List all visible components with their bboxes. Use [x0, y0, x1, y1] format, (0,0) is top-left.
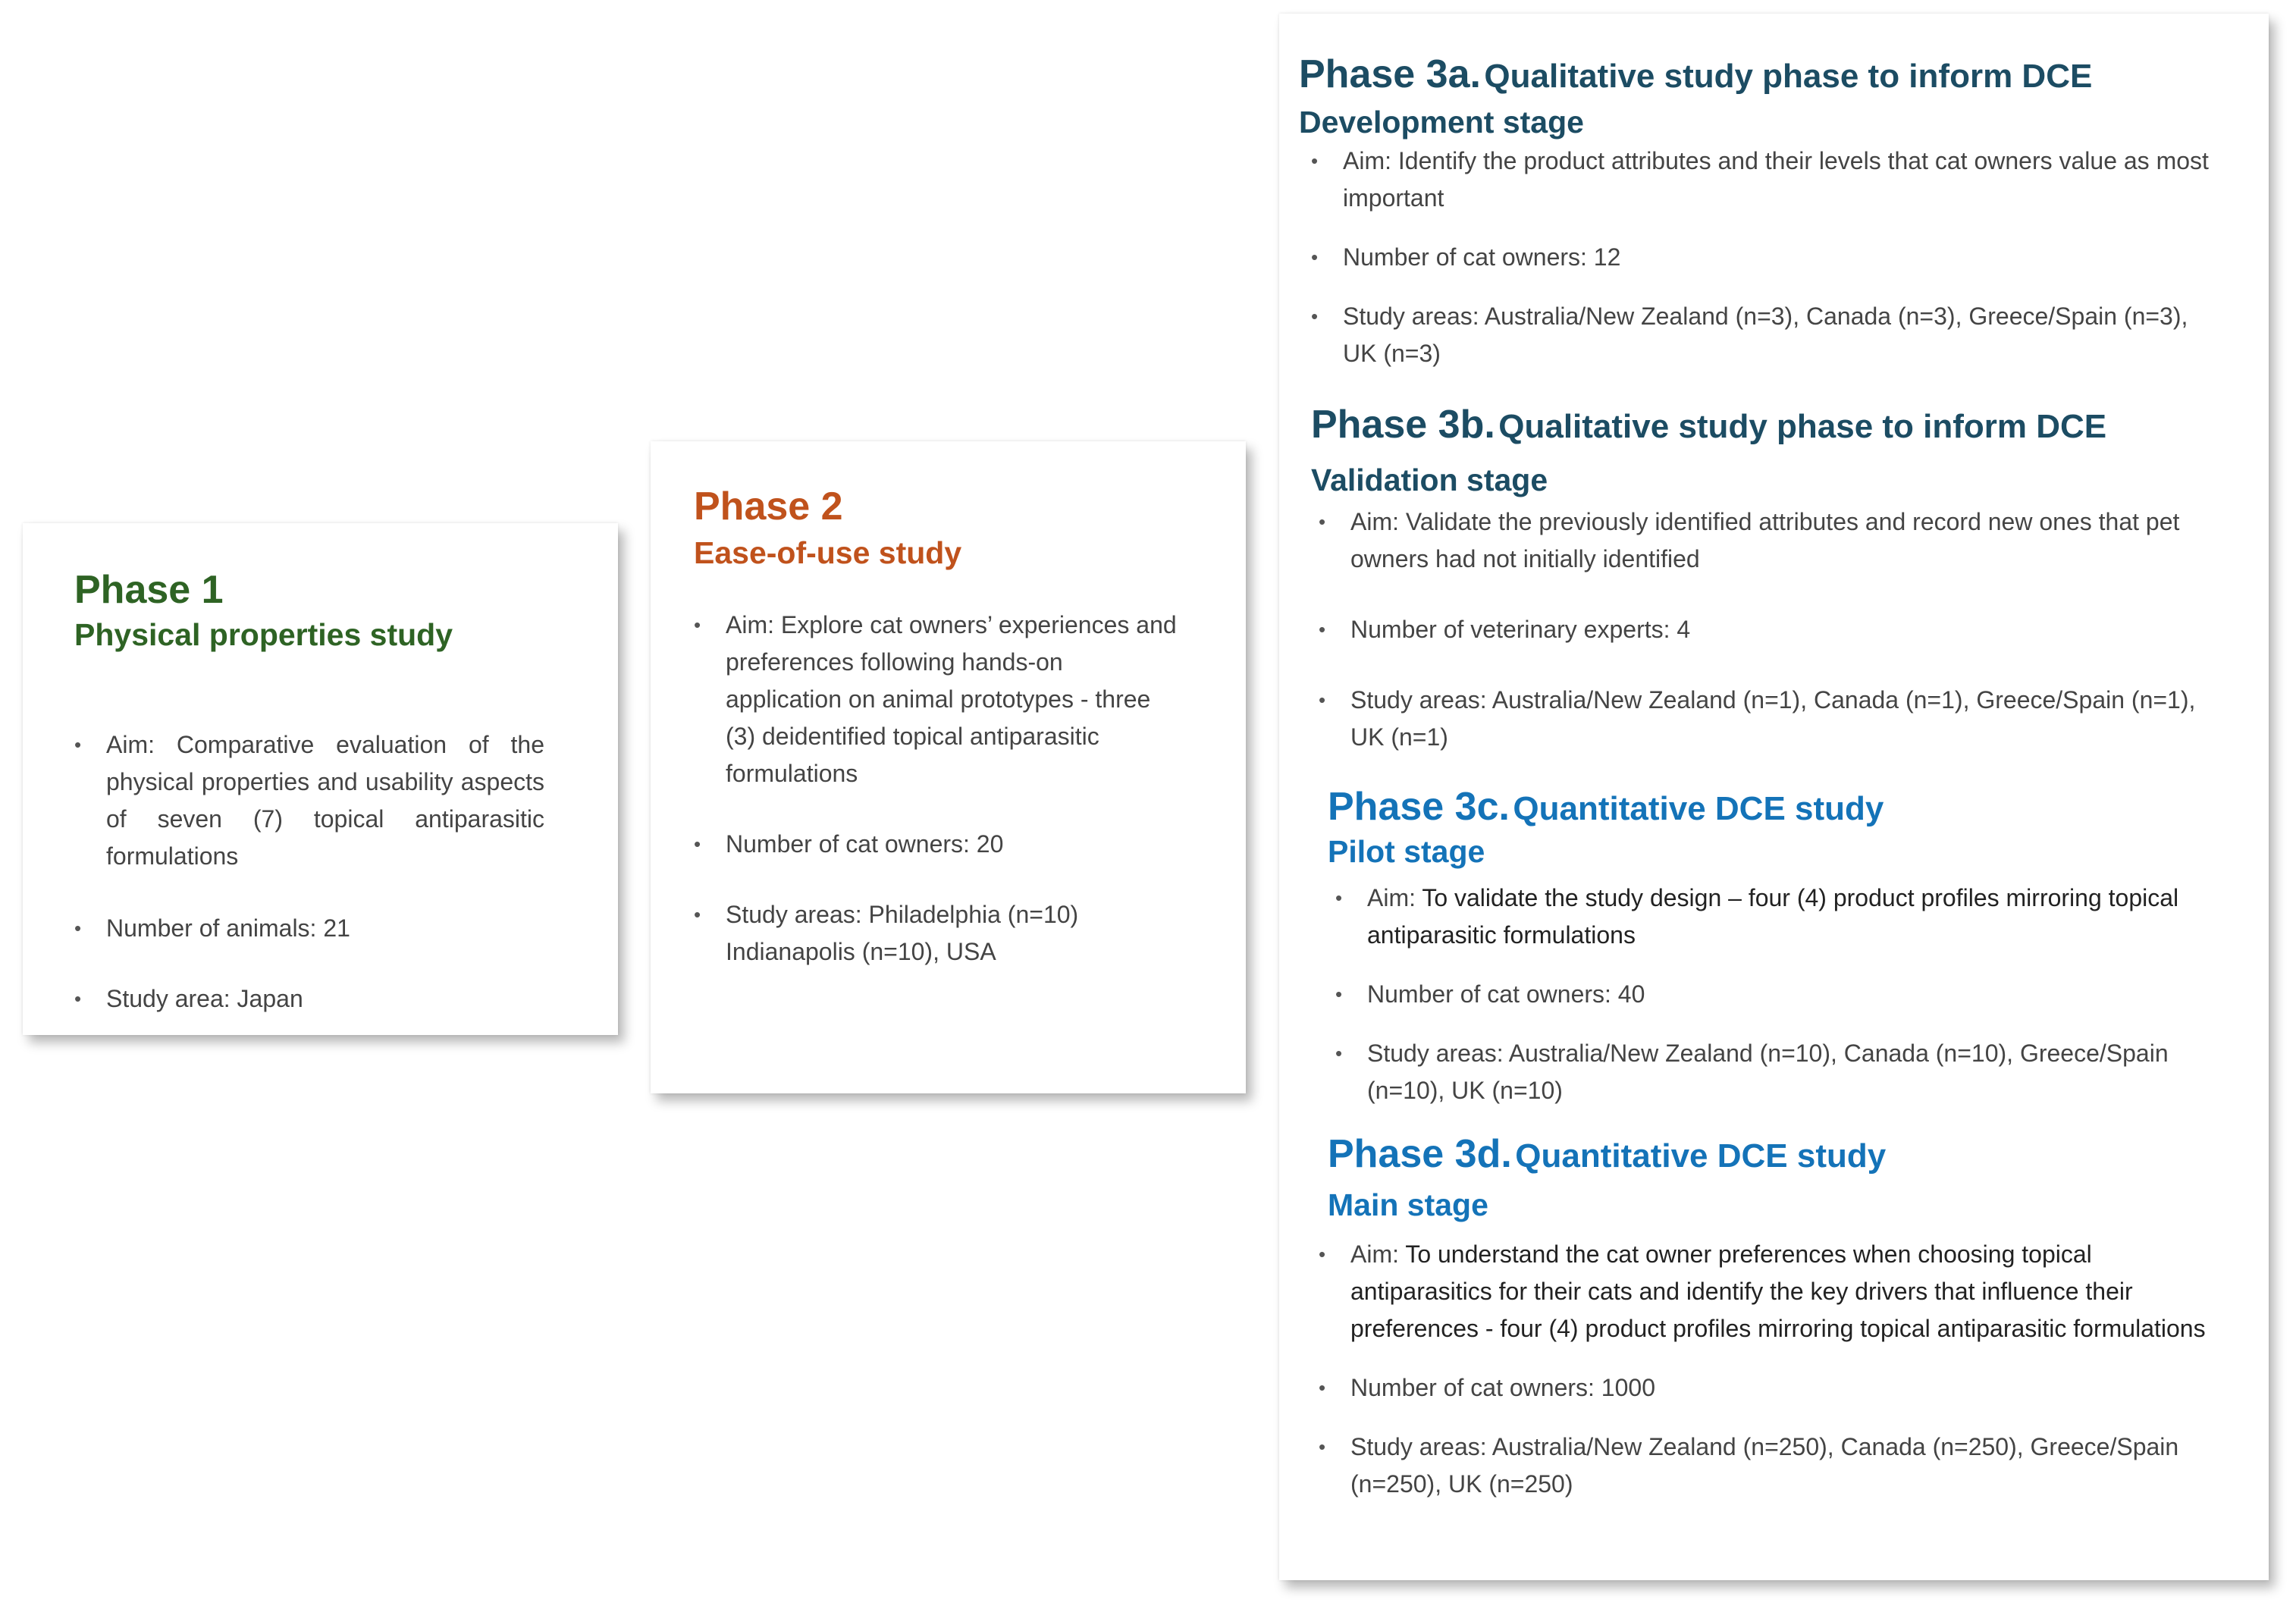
phase-3c-areas: • Study areas: Australia/New Zealand (n=10), Canada (n=10), Greece/Spain (n=10), UK (n=10) [1335, 1035, 2230, 1109]
phase-3a-stage: Development stage [1299, 105, 1584, 140]
phase-2-aim: • Aim: Explore cat owners’ experiences and preferences following hands-on application on animal prototypes - three (3) deidentified topical antiparasitic formulations [694, 607, 1179, 792]
phase-3d-heading [1328, 1131, 1886, 1177]
phase-3c-heading [1328, 784, 1884, 830]
phase-3d-aim [1319, 1236, 2229, 1347]
phase-3b-heading [1311, 402, 2106, 447]
phase-3b-aim: • Aim: Validate the previously identified attributes and record new ones that pet owners had not initially identified [1319, 503, 2229, 578]
phase-3c-stage: Pilot stage [1328, 834, 1485, 869]
phase-2-count: • Number of cat owners: 20 [694, 826, 1179, 863]
phase-2-title: Phase 2 [694, 485, 843, 528]
phase-2-areas: • Study areas: Philadelphia (n=10) Indianapolis (n=10), USA [694, 896, 1179, 971]
phase-3b-title: Phase 3b. [1311, 403, 1495, 447]
phase-3d-title-rest: Quantitative DCE study [1515, 1137, 1887, 1175]
phase-3a-title: Phase 3a. [1299, 52, 1481, 96]
phase-3c-aim-text: To validate the study design – four (4) product profiles mirroring topical antiparasitic formulations [1367, 884, 2179, 949]
phase-2-card [651, 441, 1246, 1093]
phase-3c-aim [1335, 880, 2230, 954]
phase-3a-heading [1299, 52, 2092, 97]
phase-3b-stage: Validation stage [1311, 463, 1548, 497]
phase-3d-aim-text: To understand the cat owner preferences when choosing topical antiparasitics for their cats and identify the key drivers that influence their preferences - four (4) product profiles mirroring topical antiparasitic formulations [1350, 1240, 2206, 1342]
phase-3b-bullets [1319, 503, 2229, 756]
phase-2-bullets [694, 607, 1179, 971]
phase-1-title: Phase 1 [74, 568, 224, 612]
phase-3d-title: Phase 3d. [1328, 1132, 1512, 1176]
phase-3a-bullets [1311, 143, 2221, 372]
phase-3c-count: • Number of cat owners: 40 [1335, 976, 2230, 1013]
phase-3d-count: • Number of cat owners: 1000 [1319, 1369, 2229, 1407]
phase-3d-stage: Main stage [1328, 1187, 1488, 1222]
phase-3b-title-rest: Qualitative study phase to inform DCE [1498, 408, 2107, 445]
phase-3b-count: • Number of veterinary experts: 4 [1319, 611, 2229, 648]
phase-3a-areas: • Study areas: Australia/New Zealand (n=3), Canada (n=3), Greece/Spain (n=3), UK (n=3) [1311, 298, 2221, 372]
phase-3d-areas: • Study areas: Australia/New Zealand (n=250), Canada (n=250), Greece/Spain (n=250), UK (n=250) [1319, 1429, 2229, 1503]
phase-3a-title-rest: Qualitative study phase to inform DCE [1484, 58, 2093, 95]
phase-3c-title-rest: Quantitative DCE study [1513, 790, 1884, 827]
phase-1-area: • Study area: Japan [74, 980, 544, 1018]
phase-3-card [1279, 14, 2269, 1580]
phase-1-count: • Number of animals: 21 [74, 910, 544, 947]
phase-3a-aim: • Aim: Identify the product attributes and their levels that cat owners value as most important [1311, 143, 2221, 217]
phase-3a-count: • Number of cat owners: 12 [1311, 239, 2221, 276]
phase-3b-areas: • Study areas: Australia/New Zealand (n=1), Canada (n=1), Greece/Spain (n=1), UK (n=1) [1319, 682, 2229, 756]
phase-3c-bullets [1335, 880, 2230, 1109]
phase-1-card [23, 523, 618, 1035]
phase-3d-aim-label: Aim: [1350, 1240, 1399, 1268]
phase-3d-bullets [1319, 1236, 2229, 1503]
phase-1-bullets [74, 726, 544, 1018]
phase-1-aim: • Aim: Comparative evaluation of the physical properties and usability aspects of seven (7) topical antiparasitic formulations [74, 726, 544, 875]
phase-2-subtitle: Ease-of-use study [694, 535, 962, 570]
phase-3c-title: Phase 3c. [1328, 785, 1510, 829]
phase-3c-aim-label: Aim: [1367, 884, 1416, 911]
phase-1-subtitle: Physical properties study [74, 617, 453, 652]
